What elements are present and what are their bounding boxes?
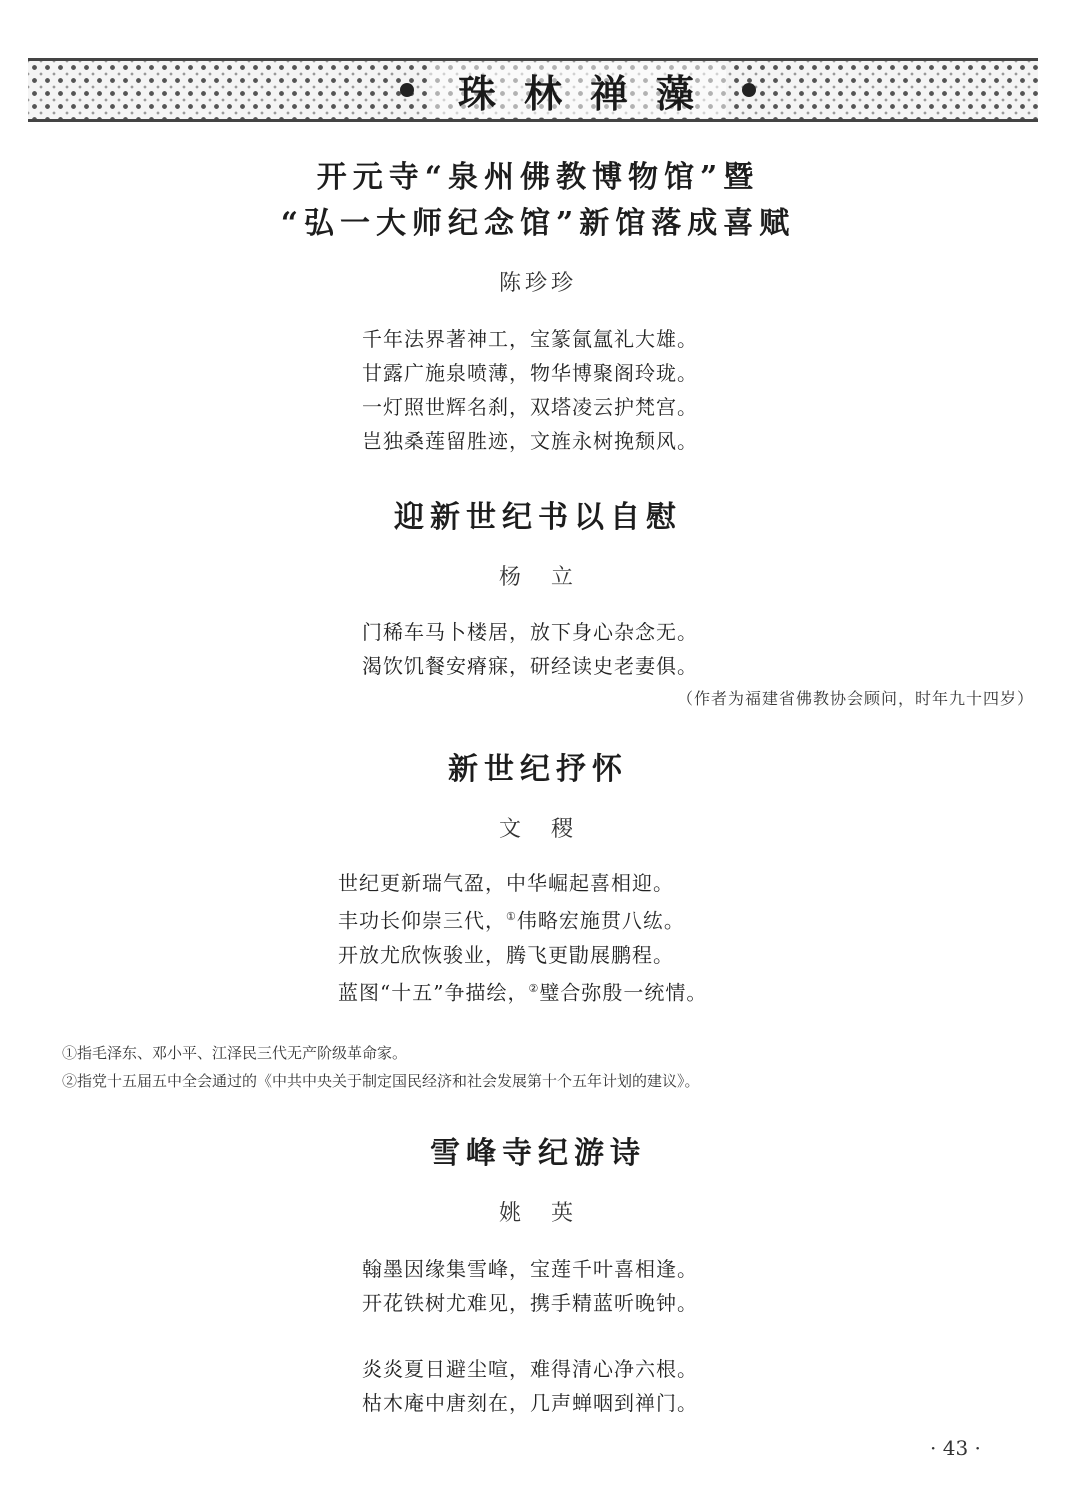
poem-line-part: 璧合弥殷一统情。	[539, 980, 708, 1005]
page-number: · 43 ·	[930, 1436, 981, 1460]
poem4-stanza1	[362, 1252, 698, 1320]
poem4-stanza2	[362, 1352, 698, 1420]
banner-title: 珠林禅藻	[430, 63, 726, 118]
poem4-author: 姚 英	[498, 1201, 577, 1226]
bullet-dot-icon	[742, 83, 756, 97]
footnote-2: ②指党十五届五中全会通过的《中共中央关于制定国民经济和社会发展第十个五年计划的建议》。	[62, 1072, 700, 1090]
poem-line	[338, 900, 707, 938]
poem2-body	[362, 615, 698, 683]
poem-line: 一灯照世辉名刹，双塔凌云护梵宫。	[362, 395, 698, 419]
banner-label	[333, 70, 823, 116]
poem-line-part: 伟略宏施贯八纮。	[516, 908, 685, 933]
poem-line: 翰墨因缘集雪峰，宝莲千叶喜相逢。	[362, 1257, 698, 1281]
bullet-dot-icon	[400, 83, 414, 97]
poem1-title-line1: 开元寺“泉州佛教博物馆”暨	[316, 160, 760, 195]
poem-line-part: 丰功长仰崇三代，	[338, 908, 506, 933]
poem2-title: 迎新世纪书以自慰	[394, 500, 682, 535]
poem-line: 甘露广施泉喷薄，物华博聚阁玲珑。	[362, 361, 698, 385]
footnote-1: ①指毛泽东、邓小平、江泽民三代无产阶级革命家。	[62, 1044, 408, 1062]
poem-line: 开花铁树尤难见，携手精蓝听晚钟。	[362, 1291, 698, 1315]
poem-line: 岂独桑莲留胜迹，文旌永树挽颓风。	[362, 429, 698, 453]
footnote-ref-2: ②	[528, 981, 540, 995]
poem-line: 世纪更新瑞气盈，中华崛起喜相迎。	[338, 871, 674, 895]
poem-line-part: 蓝图“十五”争描绘，	[338, 980, 529, 1005]
poem1-body	[362, 322, 698, 458]
poem3-body	[338, 866, 707, 1009]
section-banner	[28, 58, 1038, 122]
poem3-author: 文 稷	[498, 817, 577, 842]
poem3-title: 新世纪抒怀	[448, 752, 628, 787]
poem2-author-note: （作者为福建省佛教协会顾问，时年九十四岁）	[676, 689, 1034, 708]
poem-line: 门稀车马卜楼居，放下身心杂念无。	[362, 620, 698, 644]
poem1-author: 陈珍珍	[498, 271, 577, 296]
poem4-title: 雪峰寺纪游诗	[430, 1136, 646, 1171]
poem-line: 渴饮饥餐安瘠寐，研经读史老妻俱。	[362, 654, 698, 678]
footnote-ref-1: ①	[506, 910, 517, 923]
poem2-author: 杨 立	[498, 565, 577, 590]
poem1-title-line2: “弘一大师纪念馆”新馆落成喜赋	[280, 206, 796, 241]
poem-line: 开放尤欣恢骏业，腾飞更勖展鹏程。	[338, 942, 674, 967]
poem-line: 炎炎夏日避尘喧，难得清心净六根。	[362, 1357, 698, 1381]
poem-line: 枯木庵中唐刻在，几声蝉咽到禅门。	[362, 1391, 698, 1415]
poem-line	[338, 972, 707, 1010]
poem-line: 千年法界著神工，宝篆氤氲礼大雄。	[362, 327, 698, 351]
